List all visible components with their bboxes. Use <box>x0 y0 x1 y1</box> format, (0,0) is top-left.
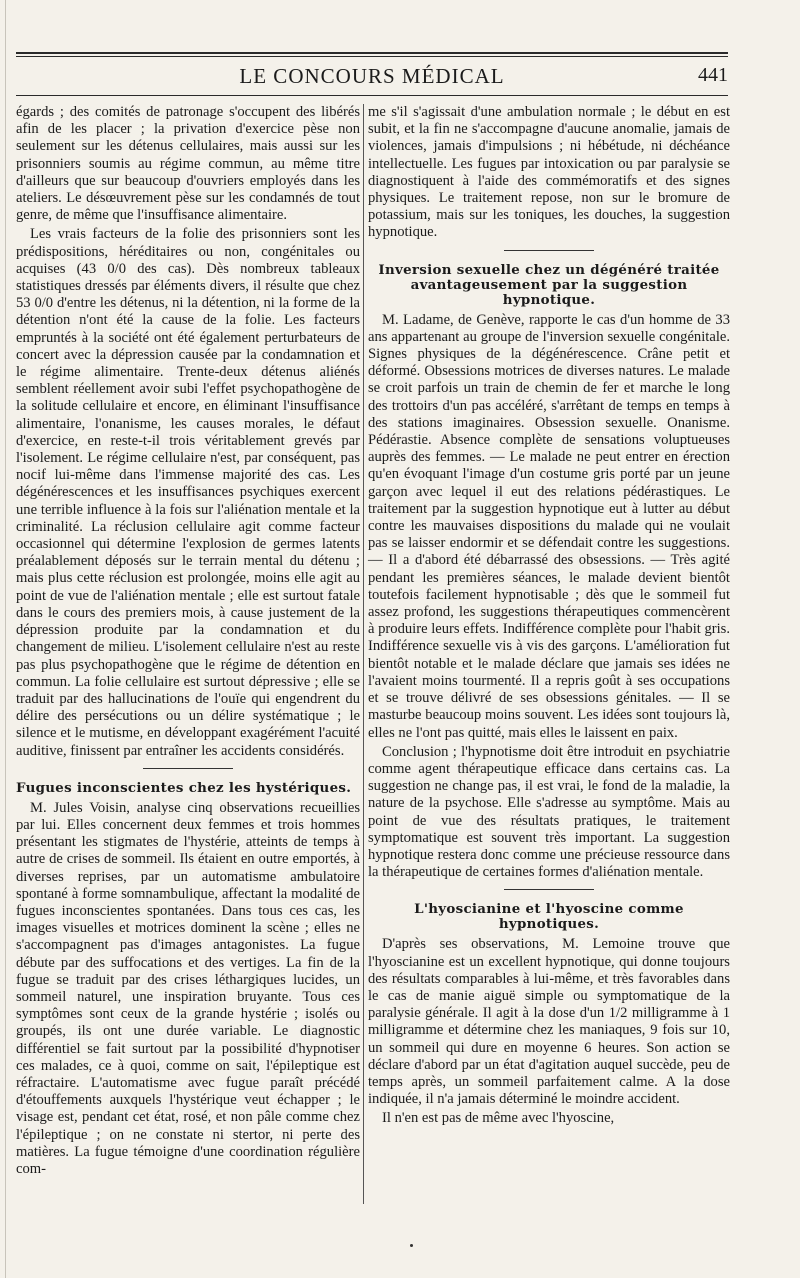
paragraph: égards ; des comités de patronage s'occupent des libérés afin de les placer ; la privation d'exercice pèse non seulement sur les détenus cellulaires, mais aussi sur les prisonniers soumis au régime commun, au même titre d'ailleurs que sur beaucoup d'ouvriers employés dans les ateliers. Le désœuvrement pèse sur les condamnés de tout genre, de même que l'insuffisance alimentaire. <box>16 104 360 224</box>
paragraph: M. Jules Voisin, analyse cinq observations recueillies par lui. Elles concernent deux femmes et trois hommes présentant les stigmates de l'hystérie, atteints de temps à autre de crises de sommeil. Ils étaient en outre emportés, à diverses reprises, par un automatisme ambulatoire spontané à forme somnambulique, affectant la modalité de fugues inconscientes spontanées. Dans tous ces cas, les images visuelles et motrices dominent la scène ; elles ne s'accompagnent pas d'images antagonistes. La fugue débute par des suffocations et des vertiges. La fin de la fugue se traduit par des crises léthargiques lucides, un sommeil naturel, une inspiration bruyante. Tous ces symptômes sont ceux de la grande hystérie ; isolés ou groupés, ils ont une durée variable. Le diagnostic différentiel se fait surtout par la possibilité d'hypnotiser ces malades, ce à quoi, comme on sait, l'épileptique est réfractaire. L'automatisme avec fugue paraît précédé d'étouffements auxquels l'hystérique veut échapper ; le visage est, pendant cet état, rosé, et non pâle comme chez l'épileptique ; on ne constate ni stertor, ni perte des matières. La fugue témoigne d'une coordination régulière com- <box>16 799 360 1177</box>
header-rule <box>16 95 728 96</box>
page-number: 441 <box>698 64 728 86</box>
journal-title: LE CONCOURS MÉDICAL <box>239 64 505 88</box>
right-column <box>368 104 730 1130</box>
paragraph: M. Ladame, de Genève, rapporte le cas d'un homme de 33 ans appartenant au groupe de l'inversion sexuelle congénitale. Signes physiques de la dégénérescence. Crâne petit et déformé. Obsessions motrices de diverses natures. Le malade se croit parfois un train de chemin de fer et marche le long des trottoirs d'un pas accéléré, s'arrêtant de temps en temps à des stations imaginaires. Obsession sexuelle. Onanisme. Pédérastie. Absence complète de sensations voluptueuses auprès des femmes. — Le malade ne peut entrer en érection qu'en évoquant l'image d'un costume gris porté par un jeune garçon avec lequel il eut des relations pédérastiques. Le traitement par la suggestion hypnotique eut à lutter au début contre les mauvaises dispositions du malade qui ne voulait pas se laisser endormir et se défendait contre les suggestions. — Il a d'abord été débarrassé des obsessions. — Très agité pendant les premières séances, le malade devient bientôt toutefois facilement hypnotisable ; dès que le sommeil fut assez profond, les suggestions thérapeutiques commencèrent à produire leurs effets. Indifférence complète pour l'habit gris. Indifférence sexuelle vis à vis des garçons. L'amélioration fut bientôt notable et le malade déclare que jamais ses idées ne l'avaient moins tourmenté. Il a repris goût à ses occupations et se trouve délivré de ses obsessions génitales. — Il se masturbe beaucoup moins souvent. Les idées sont toujours là, elles ne l'ont pas quitté, mais elles le laissent en paix. <box>368 311 730 741</box>
section-heading: Fugues inconscientes chez les hystériques. <box>16 779 352 796</box>
ink-dot <box>410 1244 413 1247</box>
paragraph: Conclusion ; l'hypnotisme doit être introduit en psychiatrie comme agent thérapeutique efficace dans certains cas. La suggestion ne change pas, il est vrai, le fond de la maladie, la nature de la psychose. Elle s'adresse au symptôme. Mais au point de vue des résultats pratiques, le traitement symptomatique est souvent très important. La suggestion hypnotique restera donc comme une précieuse ressource dans la thérapeutique de certaines formes d'aliénation mentale. <box>368 743 730 881</box>
section-divider <box>504 889 594 890</box>
section-divider <box>143 768 233 769</box>
section-heading: Inversion sexuelle chez un dégénéré traitée avantageusement par la suggestion hypnotique. <box>378 261 720 308</box>
section-heading: L'hyoscianine et l'hyoscine comme hypnotiques. <box>414 901 684 933</box>
left-column <box>16 104 360 1180</box>
running-head <box>16 62 728 92</box>
paragraph: me s'il s'agissait d'une ambulation normale ; le début en est subit, et la fin ne s'accompagne d'aucune anomalie, jamais de violences, jamais d'impulsions ; ni hébétude, ni déchéance intellectuelle. Les fugues par intoxication ou par paralysie se diagnostiquent à l'aide des commémoratifs et des signes physiques. Le traitement repose, non sur le bromure de potassium, mais sur les toniques, les douches, la suggestion hypnotique. <box>368 104 730 241</box>
page-edge-shadow <box>5 0 6 1278</box>
paragraph: Il n'en est pas de même avec l'hyoscine, <box>382 1110 615 1127</box>
section-divider <box>504 250 594 251</box>
paragraph: D'après ses observations, M. Lemoine trouve que l'hyoscianine est un excellent hypnotique, qui donne toujours des résultats comparables à lui-même, et très favorables dans le cas de manie aiguë simple ou symptomatique de la paralysie générale. Il agit à la dose d'un 1/2 milligramme à 1 milligramme et détermine chez les maniaques, 9 fois sur 10, un sommeil qui dure en moyenne 6 heures. Son action se déclare d'abord par un état d'agitation auquel succède, peu de temps après, un sommeil parfaitement calme. A la dose indiquée, il n'a jamais déterminé le moindre accident. <box>368 936 730 1108</box>
column-divider <box>363 104 364 1204</box>
top-rule-thin <box>16 56 728 57</box>
top-rule <box>16 52 728 54</box>
paragraph: Les vrais facteurs de la folie des prisonniers sont les prédispositions, héréditaires ou non, congénitales ou acquises (43 0/0 des cas). Dès nombreux tableaux statistiques dressés par éléments divers, il résulte que chez 53 0/0 d'entre les détenus, ni la détention, ni la forme de la détention n'ont été la cause de la folie. Les facteurs empruntés à la société ont été également perturbateurs de concert avec la dépression causée par la condamnation et le régime alimentaire. Trente-deux détenus aliénés semblent réellement avoir subi l'effet psychopathogène de la solitude cellulaire et encore, en éliminant l'insuffisance alimentaire, l'onanisme, les causes morales, le défaut d'exercice, en reste-t-il trois véritablement grevés par l'isolement. Le régime cellulaire n'est, par conséquent, pas nocif lui-même dans l'immense majorité des cas. Les dégénérescences et les insuffisances psychiques exercent une terrible influence à la fois sur l'aliénation mentale et la criminalité. La réclusion cellulaire agit comme facteur occasionnel qui détermine l'explosion de germes latents préalablement déposés sur le terrain mental du détenu ; mais plus cette réclusion est prolongée, moins elle agit au point de vue de l'aliénation mentale ; elle est surtout fatale dans le cours des premiers mois, à cause justement de la dépression produite par la condamnation et du changement de milieu. L'isolement cellulaire n'est au reste pas plus psychopathogène que le régime de détention en commun. La folie cellulaire est surtout dépressive ; elle se traduit par des hallucinations de l'ouïe qui engendrent du délire des persécutions ou un délire systématique ; le silence et le mutisme, en développant exagérément l'acuité auditive, finissent par entraîner les accidents considérés. <box>16 226 360 759</box>
